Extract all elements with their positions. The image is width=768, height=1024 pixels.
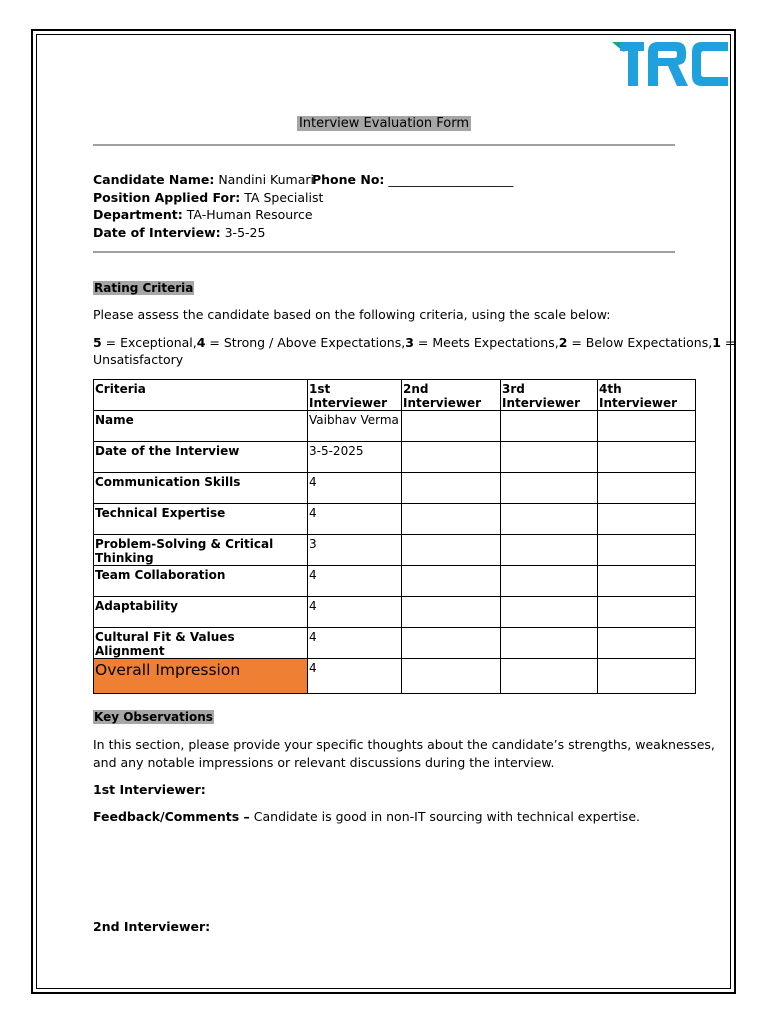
rating-cell (598, 566, 696, 597)
scale-number: 2 (558, 335, 568, 350)
rating-cell (402, 597, 501, 628)
criteria-table (93, 379, 696, 694)
criteria-row (94, 628, 696, 659)
criteria-label: Problem-Solving & Critical Thinking (94, 535, 308, 566)
rating-cell (501, 628, 598, 659)
rating-cell (402, 411, 501, 442)
rating-cell (501, 442, 598, 473)
rating-scale (93, 335, 735, 350)
rating-cell (501, 411, 598, 442)
rating-cell (598, 504, 696, 535)
candidate-name-row: Candidate Name: Nandini Kumari (93, 172, 314, 187)
scale-number: 1 (712, 335, 721, 350)
date-value: 3-5-25 (224, 225, 266, 240)
observations-intro-1: In this section, please provide your specific thoughts about the candidate’s strengths, weaknesses, (93, 737, 715, 752)
position-value: TA Specialist (244, 190, 324, 205)
scale-text: = Strong / Above Expectations, (205, 335, 406, 350)
rating-cell: 4 (308, 473, 402, 504)
rating-scale-tail: Unsatisfactory (93, 352, 184, 367)
rating-cell (402, 566, 501, 597)
scale-text: = Meets Expectations, (413, 335, 559, 350)
rating-cell (598, 442, 696, 473)
rating-cell (501, 566, 598, 597)
rating-cell (402, 535, 501, 566)
rating-cell (598, 473, 696, 504)
rating-cell: 4 (308, 597, 402, 628)
scale-number: 4 (196, 335, 206, 350)
criteria-label: Name (94, 411, 308, 442)
rating-cell (598, 535, 696, 566)
rating-cell (501, 473, 598, 504)
rating-cell (402, 504, 501, 535)
feedback-text: Candidate is good in non-IT sourcing with technical expertise. (249, 809, 640, 824)
rating-cell (402, 628, 501, 659)
criteria-label: Adaptability (94, 597, 308, 628)
second-interviewer-label: 2nd Interviewer: (93, 919, 211, 934)
observations-intro-2: and any notable impressions or relevant discussions during the interview. (93, 755, 555, 770)
scale-text: = Exceptional, (101, 335, 197, 350)
header-cell: 3rd Interviewer (501, 380, 598, 411)
criteria-row (94, 535, 696, 566)
criteria-label: Technical Expertise (94, 504, 308, 535)
rating-cell (402, 659, 501, 694)
rating-cell: 3 (308, 535, 402, 566)
rating-cell: Vaibhav Verma (308, 411, 402, 442)
observations-heading: Key Observations (94, 710, 213, 724)
phone-row: Phone No: ____________________ (312, 172, 514, 187)
rating-cell: 4 (308, 566, 402, 597)
phone-value: ____________________ (388, 172, 514, 187)
header-cell: 4th Interviewer (598, 380, 696, 411)
rating-cell: 4 (308, 504, 402, 535)
divider-middle (93, 251, 675, 253)
scale-number: 3 (405, 335, 414, 350)
divider-top (93, 144, 675, 146)
feedback-row: Feedback/Comments – Candidate is good in non-IT sourcing with technical expertise. (93, 809, 640, 824)
header-cell: 2nd Interviewer (402, 380, 501, 411)
rating-cell: 3-5-2025 (308, 442, 402, 473)
criteria-row (94, 411, 696, 442)
scale-text: = Below Expectations, (567, 335, 713, 350)
criteria-label: Cultural Fit & Values Alignment (94, 628, 308, 659)
criteria-row (94, 566, 696, 597)
criteria-row (94, 504, 696, 535)
rating-cell (501, 597, 598, 628)
overall-label: Overall Impression (94, 659, 308, 694)
rating-instructions: Please assess the candidate based on the following criteria, using the scale below: (93, 307, 611, 322)
rating-cell (598, 411, 696, 442)
department-value: TA-Human Resource (186, 207, 313, 222)
header-cell: Criteria (94, 380, 308, 411)
criteria-row (94, 597, 696, 628)
overall-row (94, 659, 696, 694)
scale-number: 5 (93, 335, 102, 350)
rating-cell (402, 473, 501, 504)
criteria-label: Communication Skills (94, 473, 308, 504)
criteria-label: Team Collaboration (94, 566, 308, 597)
criteria-row (94, 473, 696, 504)
criteria-row (94, 442, 696, 473)
date-row: Date of Interview: 3-5-25 (93, 225, 266, 240)
rating-cell: 4 (308, 659, 402, 694)
header-cell: 1st Interviewer (308, 380, 402, 411)
rating-cell (598, 628, 696, 659)
rating-cell (501, 535, 598, 566)
department-row: Department: TA-Human Resource (93, 207, 313, 222)
criteria-label: Date of the Interview (94, 442, 308, 473)
rating-heading: Rating Criteria (94, 281, 194, 295)
form-title: Interview Evaluation Form (298, 116, 470, 131)
position-row: Position Applied For: TA Specialist (93, 190, 324, 205)
criteria-table-header (94, 380, 696, 411)
rating-cell (598, 597, 696, 628)
rating-cell (501, 504, 598, 535)
rating-cell (402, 442, 501, 473)
trc-logo (610, 40, 730, 90)
rating-cell (598, 659, 696, 694)
rating-cell: 4 (308, 628, 402, 659)
rating-cell (501, 659, 598, 694)
first-interviewer-label: 1st Interviewer: (93, 782, 206, 797)
candidate-name: Nandini Kumari (218, 172, 314, 187)
scale-text: = (720, 335, 736, 350)
